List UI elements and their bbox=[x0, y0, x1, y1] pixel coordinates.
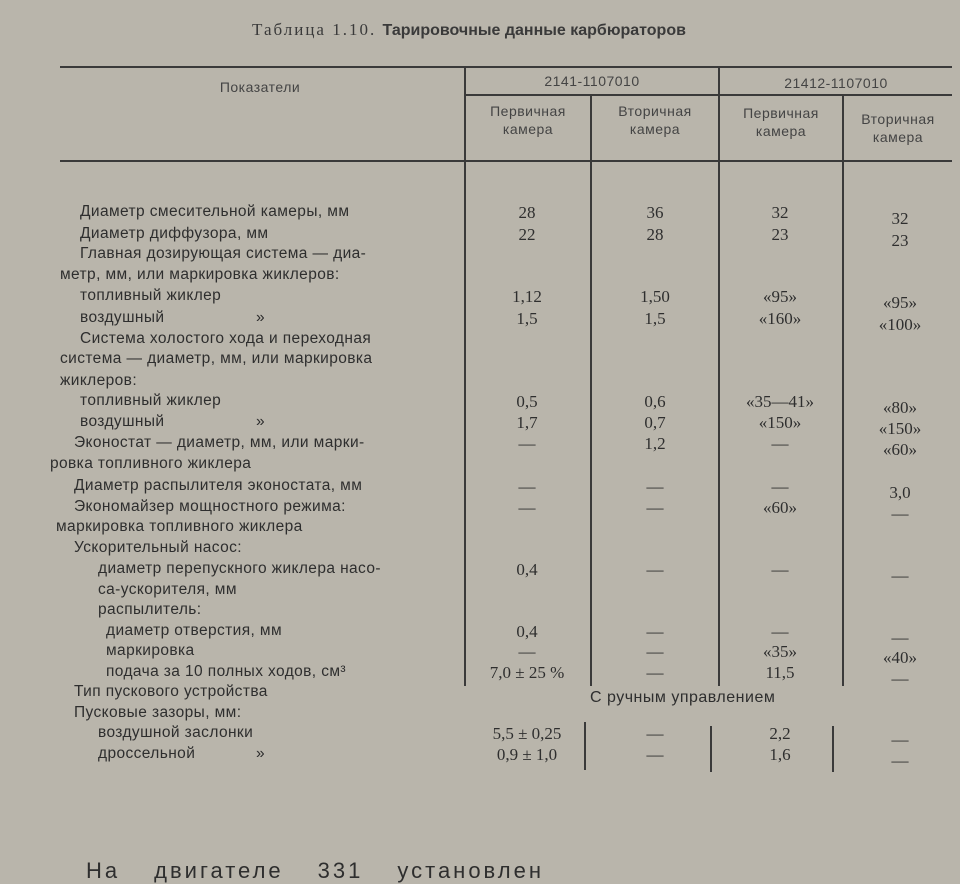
sub-header-4: Вторичная камера bbox=[861, 111, 935, 145]
cell-value: — bbox=[771, 477, 789, 496]
cell-value: «40» bbox=[883, 648, 917, 667]
cell-value: 32 bbox=[891, 209, 909, 228]
cell-value: — bbox=[891, 730, 909, 749]
cell-value: — bbox=[518, 498, 536, 517]
ditto-mark: » bbox=[256, 745, 266, 762]
row-label: воздушный bbox=[80, 413, 165, 430]
indicators-header: Показатели bbox=[219, 79, 301, 95]
cell-value: 7,0 ± 25 % bbox=[489, 663, 565, 682]
cell-value: «35—41» bbox=[746, 392, 814, 411]
row-label: са-ускорителя, мм bbox=[98, 581, 237, 598]
row-label: топливный жиклер bbox=[80, 392, 222, 409]
merged-value: С ручным управлением bbox=[590, 689, 776, 706]
sub-header-2: Вторичная камера bbox=[618, 103, 692, 137]
row-label: Экономайзер мощностного режима: bbox=[74, 498, 346, 515]
cell-value: — bbox=[771, 622, 789, 641]
cell-value: 3,0 bbox=[889, 483, 911, 502]
cell-value: — bbox=[891, 566, 909, 585]
table-caption: Тарировочные данные карбюраторов bbox=[382, 22, 686, 39]
row-label: ровка топливного жиклера bbox=[50, 455, 252, 472]
cell-value: 22 bbox=[518, 225, 536, 244]
row-label: диаметр перепускного жиклера насо- bbox=[98, 560, 381, 577]
cell-value: — bbox=[646, 498, 664, 517]
cell-value: 0,9 ± 1,0 bbox=[496, 745, 558, 764]
sub-header-3: Первичная камера bbox=[743, 105, 819, 139]
row-label: система — диаметр, мм, или маркировка bbox=[60, 350, 373, 367]
cell-value: — bbox=[891, 628, 909, 647]
cell-value: 1,50 bbox=[640, 287, 670, 306]
cell-value: 1,7 bbox=[516, 413, 538, 432]
cell-value: — bbox=[646, 663, 664, 682]
cell-value: 0,6 bbox=[644, 392, 666, 411]
cell-value: «95» bbox=[883, 293, 917, 312]
cell-value: — bbox=[646, 642, 664, 661]
row-label: топливный жиклер bbox=[80, 287, 222, 304]
cell-value: 1,6 bbox=[769, 745, 791, 764]
row-label: Система холостого хода и переходная bbox=[80, 330, 372, 347]
cell-value: — bbox=[518, 642, 536, 661]
table-title bbox=[252, 20, 686, 40]
ditto-mark: » bbox=[256, 309, 266, 326]
row-label: маркировка топливного жиклера bbox=[56, 518, 303, 535]
cell-value: — bbox=[771, 560, 789, 579]
row-label: Пусковые зазоры, мм: bbox=[74, 704, 242, 721]
cell-value: 36 bbox=[646, 203, 664, 222]
row-label: Диаметр смесительной камеры, мм bbox=[80, 203, 350, 220]
cell-value: 2,2 bbox=[769, 724, 791, 743]
cell-value: 0,5 bbox=[516, 392, 538, 411]
cell-value: 1,2 bbox=[644, 434, 666, 453]
sub-header-1: Первичная камера bbox=[490, 103, 566, 137]
row-label: диаметр отверстия, мм bbox=[106, 622, 283, 639]
cell-value: «35» bbox=[763, 642, 797, 661]
cell-value: «80» bbox=[883, 398, 917, 417]
cell-value: «60» bbox=[763, 498, 797, 517]
row-label: метр, мм, или маркировка жиклеров: bbox=[60, 266, 340, 283]
footer-text: На двигателе 331 установлен bbox=[86, 858, 544, 883]
header-bottom-rule bbox=[60, 160, 952, 162]
cell-value: — bbox=[646, 745, 664, 764]
cell-value: — bbox=[891, 751, 909, 770]
row-label: Главная дозирующая система — диа- bbox=[80, 245, 367, 262]
cell-value: 0,4 bbox=[516, 560, 538, 579]
cell-value: — bbox=[646, 477, 664, 496]
model-rule bbox=[466, 94, 952, 96]
column-divider-1 bbox=[464, 66, 466, 686]
cell-value: 0,4 bbox=[516, 622, 538, 641]
cell-value: 5,5 ± 0,25 bbox=[492, 724, 562, 743]
top-rule bbox=[60, 66, 952, 68]
cell-value: 0,7 bbox=[644, 413, 666, 432]
cell-value: — bbox=[646, 622, 664, 641]
ditto-mark: » bbox=[256, 413, 266, 430]
row-label: воздушной заслонки bbox=[98, 724, 254, 741]
column-divider-2 bbox=[590, 94, 592, 686]
cell-value: 1,5 bbox=[644, 309, 666, 328]
table-number: Таблица 1.10. bbox=[252, 20, 377, 39]
cell-value: 1,12 bbox=[512, 287, 542, 306]
row-label: жиклеров: bbox=[60, 372, 138, 389]
model-b-header: 21412-1107010 bbox=[784, 75, 888, 91]
cell-value: 1,5 bbox=[516, 309, 538, 328]
cell-value: — bbox=[646, 560, 664, 579]
row-label: Тип пускового устройства bbox=[74, 683, 268, 700]
cell-value: 23 bbox=[771, 225, 789, 244]
row-label: Ускорительный насос: bbox=[74, 539, 243, 556]
cell-value: 28 bbox=[646, 225, 664, 244]
row-label: Диаметр распылителя эконостата, мм bbox=[74, 477, 363, 494]
cell-value: «150» bbox=[878, 419, 922, 438]
cell-value: — bbox=[891, 669, 909, 688]
row-label: подача за 10 полных ходов, см³ bbox=[106, 663, 346, 680]
row-label: Диаметр диффузора, мм bbox=[80, 225, 269, 242]
cell-value: 11,5 bbox=[765, 663, 795, 682]
row-label: воздушный bbox=[80, 309, 165, 326]
cell-value: «60» bbox=[883, 440, 917, 459]
row-label: Эконостат — диаметр, мм, или марки- bbox=[74, 434, 365, 451]
cell-value: 28 bbox=[518, 203, 536, 222]
cell-value: — bbox=[518, 434, 536, 453]
cell-value: — bbox=[646, 724, 664, 743]
row-label: дроссельной bbox=[98, 745, 196, 762]
row-label: маркировка bbox=[106, 642, 195, 659]
cell-value: «100» bbox=[878, 315, 922, 334]
cell-value: «95» bbox=[763, 287, 797, 306]
column-divider-3 bbox=[718, 66, 720, 686]
cell-value: — bbox=[891, 504, 909, 523]
model-a-header: 2141-1107010 bbox=[544, 73, 640, 89]
column-divider-4 bbox=[842, 94, 844, 686]
cell-value: 32 bbox=[771, 203, 789, 222]
cell-value: «160» bbox=[758, 309, 802, 328]
cell-value: — bbox=[771, 434, 789, 453]
cell-value: 23 bbox=[891, 231, 909, 250]
row-label: распылитель: bbox=[98, 601, 202, 618]
cell-value: «150» bbox=[758, 413, 802, 432]
cell-value: — bbox=[518, 477, 536, 496]
